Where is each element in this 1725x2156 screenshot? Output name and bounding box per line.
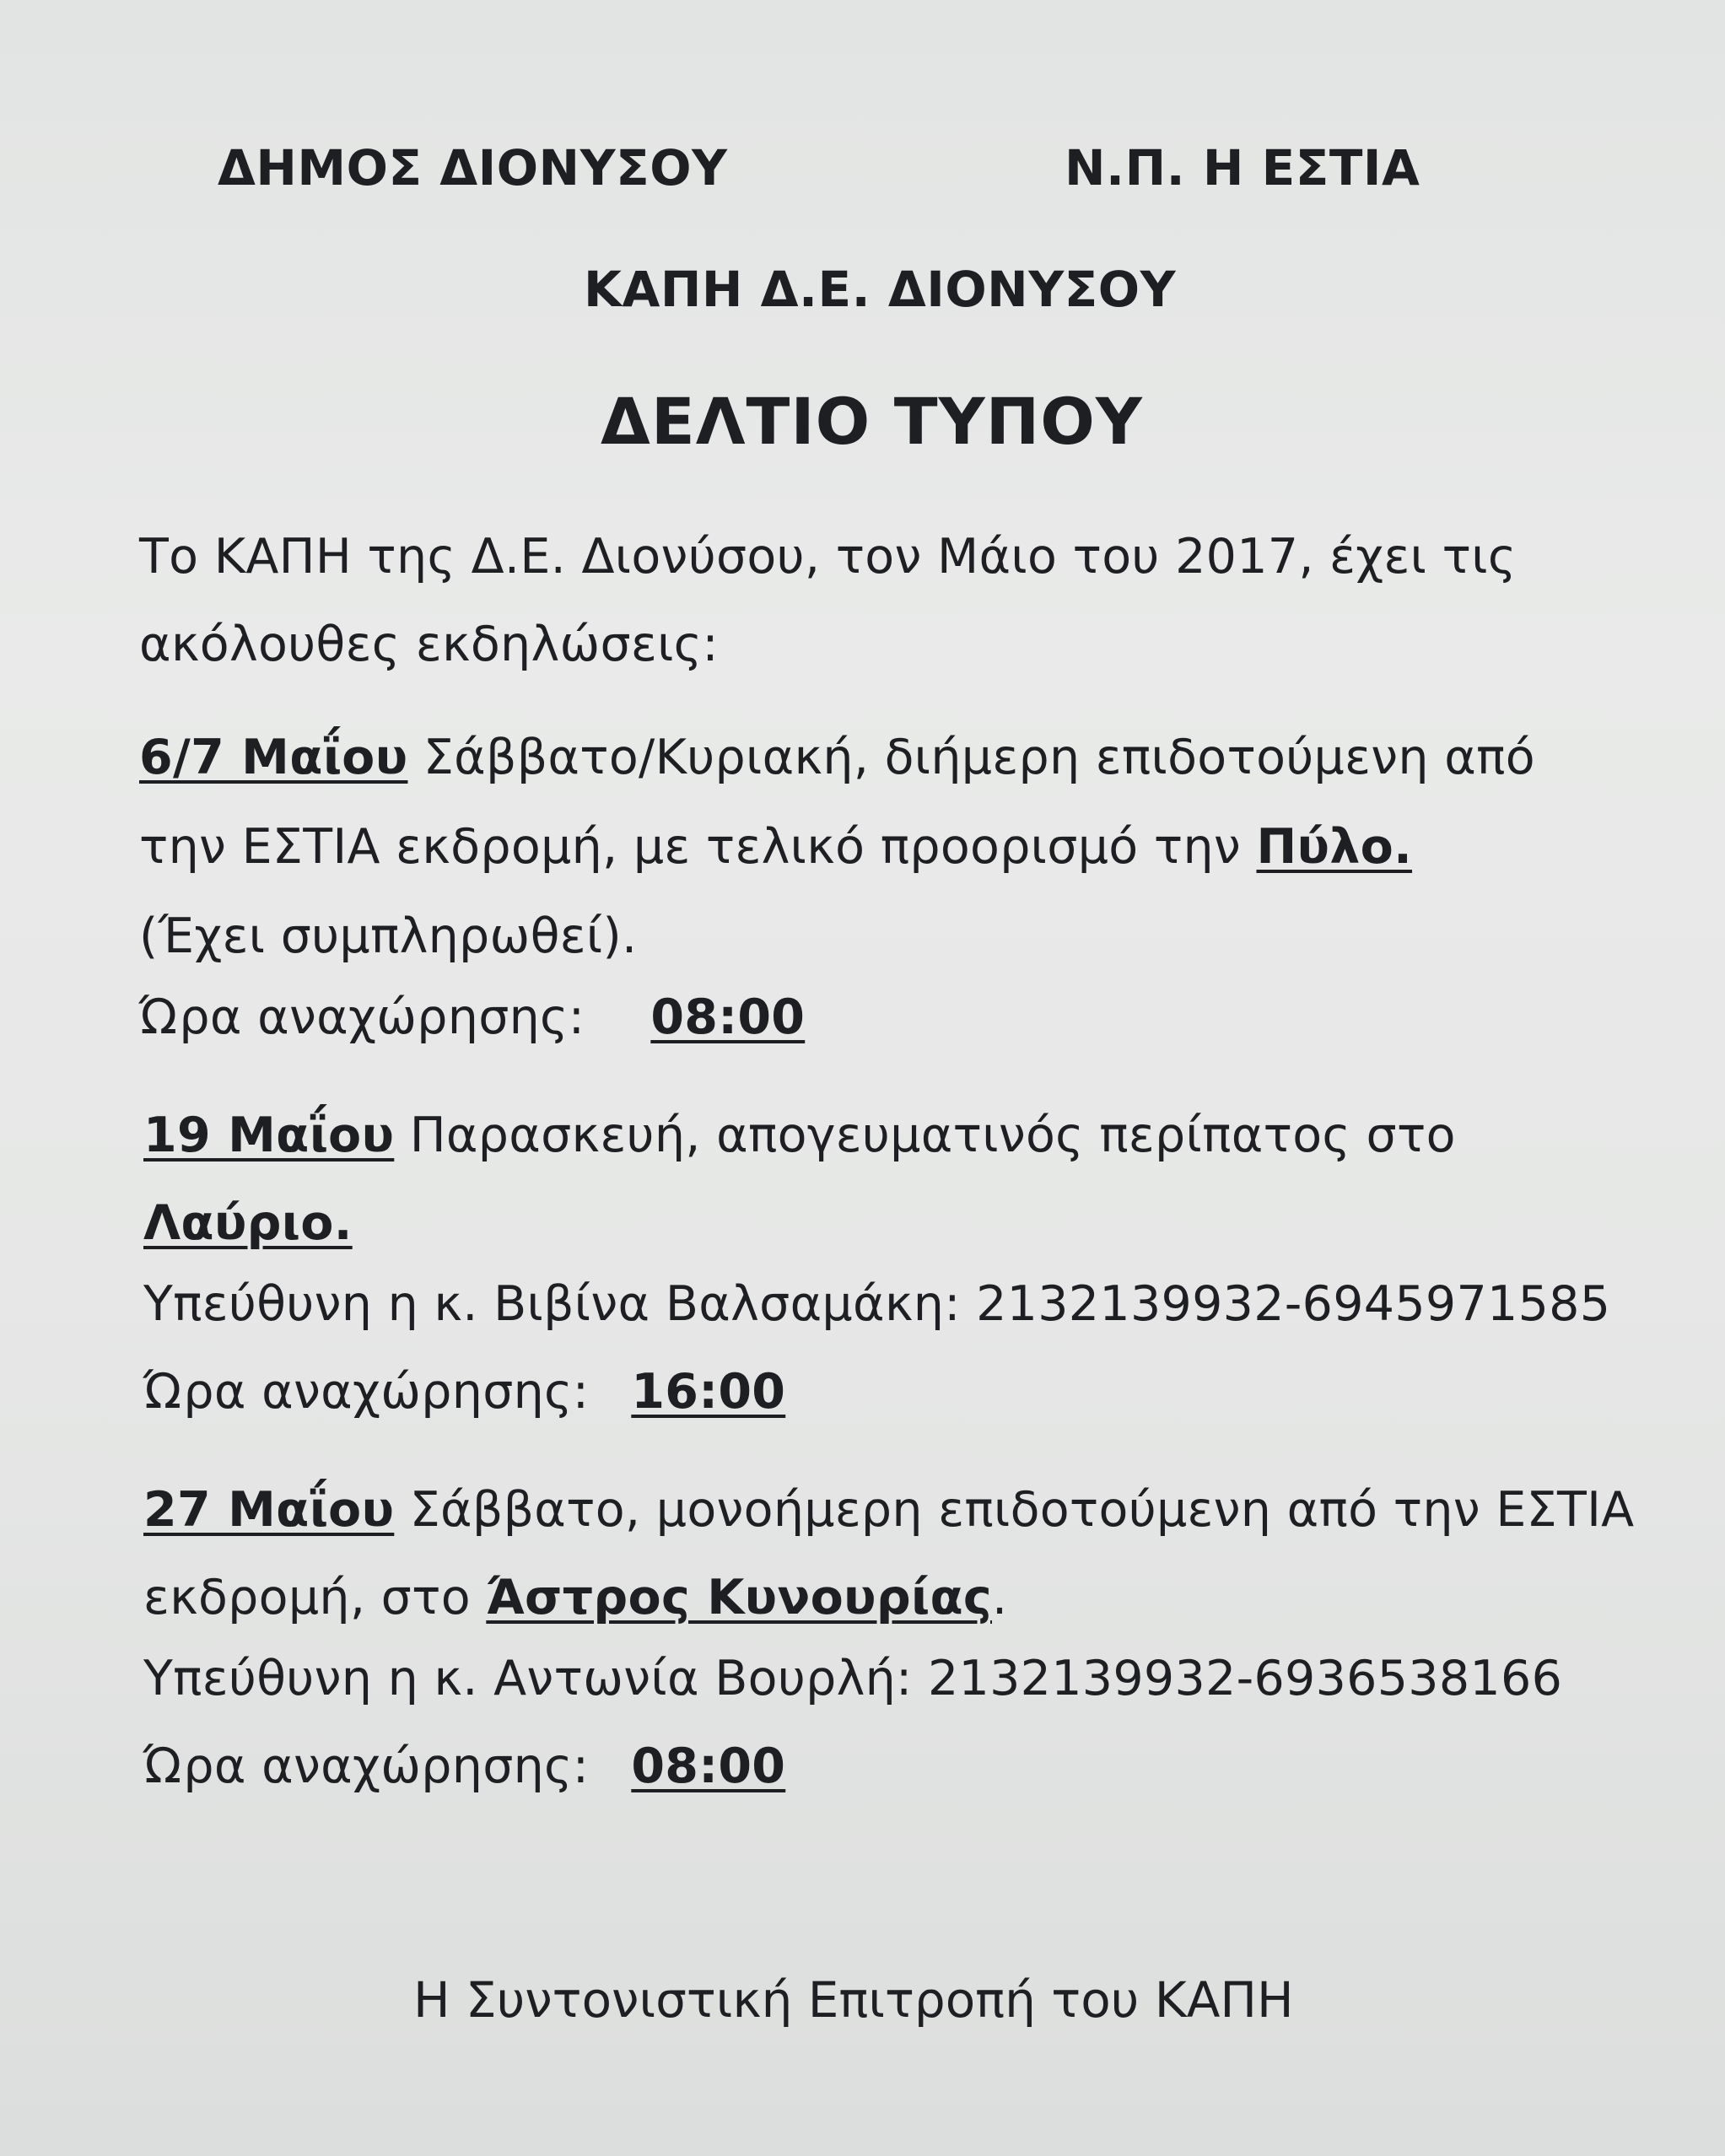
event3-time: 08:00 [631, 1738, 786, 1794]
event3-line-2 [143, 1570, 1008, 1625]
event3-line-1 [143, 1482, 1635, 1538]
document-title: ΔΕΛΤΙΟ ΤΥΠΟΥ [601, 384, 1143, 459]
event1-text-2: την ΕΣΤΙΑ εκδρομή, με τελικό προορισμό την [139, 819, 1257, 875]
event3-destination: Άστρος Κυνουρίας [486, 1570, 993, 1625]
event3-time-label: Ώρα αναχώρησης: [143, 1738, 590, 1794]
event1-destination: Πύλο. [1256, 819, 1413, 875]
event3-text-2: εκδρομή, στο [143, 1570, 487, 1625]
event3-text-1: Σάββατο, μονοήμερη επιδοτούμενη από την ΕΣΤΙΑ [394, 1482, 1635, 1538]
event2-departure [143, 1364, 786, 1420]
signature: Η Συντονιστική Επιτροπή του ΚΑΠΗ [413, 1971, 1294, 2029]
event1-line-1 [139, 730, 1535, 785]
intro-line-1: Το ΚΑΠΗ της Δ.Ε. Διονύσου, τον Μάιο του 2017, έχει τις [139, 529, 1517, 585]
event1-time-label: Ώρα αναχώρησης: [139, 989, 585, 1045]
event1-time: 08:00 [650, 989, 806, 1045]
event1-departure [139, 989, 806, 1045]
event2-date: 19 Μαΐου [143, 1108, 395, 1163]
event3-departure [143, 1738, 786, 1794]
event2-time: 16:00 [631, 1364, 786, 1420]
event1-line-2 [139, 819, 1413, 875]
event3-text-2-end: . [992, 1570, 1008, 1625]
event1-note: (Έχει συμπληρωθεί). [139, 908, 638, 964]
event3-contact: Υπεύθυνη η κ. Αντωνία Βουρλή: 2132139932-6936538166 [143, 1651, 1563, 1706]
event1-text-1: Σάββατο/Κυριακή, διήμερη επιδοτούμενη από [407, 730, 1535, 785]
event2-contact: Υπεύθυνη η κ. Βιβίνα Βαλσαμάκη: 2132139932-6945971585 [143, 1276, 1611, 1332]
event2-line-2 [143, 1195, 353, 1251]
header-organization: Ν.Π. Η ΕΣΤΙΑ [1065, 139, 1420, 197]
event2-time-label: Ώρα αναχώρησης: [143, 1364, 590, 1420]
event2-line-1 [143, 1108, 1456, 1163]
intro-line-2: ακόλουθες εκδηλώσεις: [139, 617, 719, 672]
header-municipality: ΔΗΜΟΣ ΔΙΟΝΥΣΟΥ [218, 139, 728, 197]
header-kapi: ΚΑΠΗ Δ.Ε. ΔΙΟΝΥΣΟΥ [584, 261, 1177, 318]
event2-text-1: Παρασκευή, απογευματινός περίπατος στο [394, 1108, 1456, 1163]
event3-date: 27 Μαΐου [143, 1482, 395, 1538]
event1-date: 6/7 Μαΐου [139, 730, 408, 785]
event2-destination: Λαύριο. [143, 1195, 353, 1251]
